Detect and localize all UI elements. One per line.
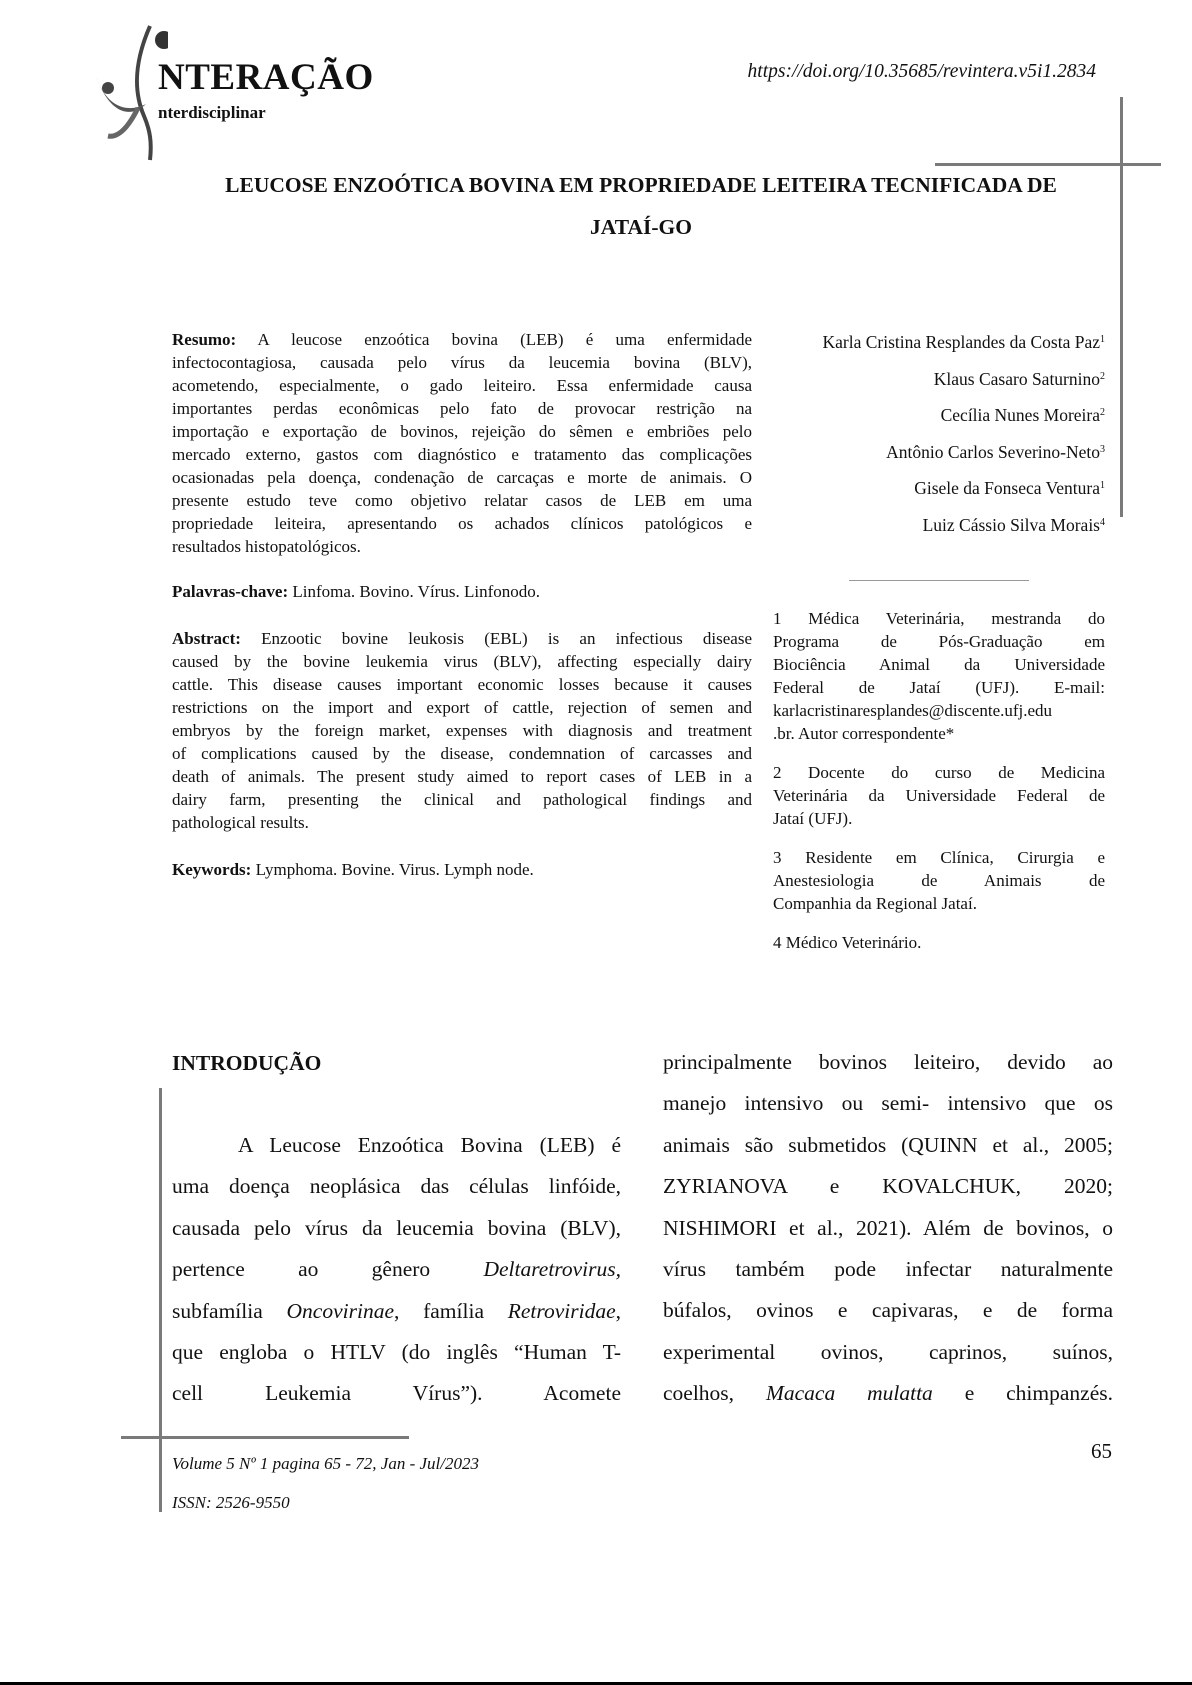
line-text: of complications caused by the disease, condemnation of carcasses and	[172, 744, 752, 763]
text-line	[172, 420, 752, 443]
decorative-rule-vertical-bottom	[159, 1088, 162, 1512]
line-text: infectocontagiosa, causada pelo vírus da leucemia bovina (BLV),	[172, 353, 752, 372]
footnote	[773, 846, 1105, 915]
body-text: Oncovirinae	[286, 1298, 394, 1323]
logo-figure-icon	[88, 18, 168, 163]
affiliation-marker: 2	[1100, 370, 1105, 382]
author-name-text: Cecília Nunes Moreira	[940, 405, 1100, 425]
article-title	[172, 164, 1110, 248]
affiliation-marker: 4	[1100, 516, 1105, 528]
author-name	[822, 469, 1105, 506]
body-text: coelhos,	[663, 1381, 766, 1406]
affiliation-marker: 2	[1100, 407, 1105, 418]
author-name	[822, 360, 1105, 397]
body-line	[663, 1166, 1113, 1207]
line-text: cattle. This disease causes important economic losses because it causes	[172, 675, 752, 694]
body-line	[172, 1249, 621, 1290]
author-name	[822, 396, 1105, 433]
body-line	[663, 1332, 1113, 1373]
line-text: dairy farm, presenting the clinical and pathological findings and	[172, 790, 752, 809]
body-text: A Leucose Enzoótica Bovina (LEB) é	[238, 1133, 621, 1157]
body-line	[663, 1083, 1113, 1124]
body-text: búfalos, ovinos e capivaras, e de forma	[663, 1298, 1113, 1323]
footnote-line: 4 Médico Veterinário.	[773, 933, 922, 952]
author-name	[822, 323, 1105, 360]
text-line	[172, 512, 752, 535]
line-text: Enzootic bovine leukosis (EBL) is an infectious disease	[261, 629, 752, 648]
section-heading-introducao: INTRODUÇÃO	[172, 1051, 322, 1075]
line-text: caused by the bovine leukemia virus (BLV), affecting especially dairy	[172, 652, 752, 671]
palavras-chave-label: Palavras-chave:	[172, 582, 289, 601]
line-text: ocasionadas pela doença, condenação de carcaças e morte de animais. O	[172, 468, 752, 487]
text-line	[172, 328, 752, 351]
body-text: pertence ao gênero	[172, 1257, 484, 1282]
text-line	[172, 696, 752, 719]
body-text: NISHIMORI et al., 2021). Além de bovinos, o	[663, 1215, 1113, 1240]
text-line	[172, 489, 752, 512]
footnote	[773, 607, 1105, 745]
footnote-line: 2 Docente do curso de Medicina	[773, 763, 1105, 782]
doi-link[interactable]: https://doi.org/10.35685/revintera.v5i1.2834	[747, 61, 1096, 82]
footnote-line: 3 Residente em Clínica, Cirurgia e	[773, 848, 1105, 867]
body-text: causada pelo vírus da leucemia bovina (BLV),	[172, 1215, 621, 1240]
author-name-text: Klaus Casaro Saturnino	[933, 368, 1100, 389]
title-line: JATAÍ-GO	[590, 215, 692, 239]
line-text: propriedade leiteira, apresentando os achados clínicos patológicos e	[172, 514, 752, 533]
line-text: A leucose enzoótica bovina (LEB) é uma enfermidade	[257, 330, 753, 349]
author-name-text: Luiz Cássio Silva Morais	[922, 514, 1100, 535]
body-line	[172, 1208, 621, 1249]
line-text: acometendo, especialmente, o gado leiteiro. Essa enfermidade causa	[172, 376, 752, 395]
affiliation-marker: 1	[1100, 334, 1105, 345]
text-line	[172, 374, 752, 397]
affiliation-marker: 1	[1100, 480, 1105, 491]
body-text: ZYRIANOVA e KOVALCHUK, 2020;	[663, 1174, 1113, 1199]
abstract-label: Abstract:	[172, 629, 241, 648]
body-line	[663, 1208, 1113, 1249]
page-number: 65	[1091, 1439, 1112, 1463]
line-text: embryos by the foreign market, expenses with diagnosis and treatment	[172, 721, 752, 740]
body-text: cell Leukemia Vírus”). Acomete	[172, 1381, 621, 1406]
author-name-text: Gisele da Fonseca Ventura	[914, 478, 1100, 498]
body-text: e chimpanzés.	[932, 1381, 1113, 1406]
body-line	[172, 1373, 621, 1414]
keywords-label: Keywords:	[172, 860, 252, 879]
footnote-line: karlacristinaresplandes@discente.ufj.edu	[773, 701, 1053, 720]
logo-title: NTERAÇÃO	[158, 57, 374, 98]
footnote	[773, 761, 1105, 830]
author-name	[822, 433, 1105, 470]
author-name-text: Karla Cristina Resplandes da Costa Paz	[822, 332, 1100, 352]
body-text: animais são submetidos (QUINN et al., 2005;	[663, 1132, 1113, 1157]
text-line	[172, 811, 752, 834]
author-name	[822, 506, 1105, 543]
text-line	[172, 351, 752, 374]
body-line	[172, 1332, 621, 1373]
intro-right-column	[663, 1042, 1113, 1415]
text-line	[172, 650, 752, 673]
decorative-rule-vertical-top	[1120, 97, 1123, 517]
body-text: que engloba o HTLV (do inglês “Human T-	[172, 1340, 621, 1365]
body-text: vírus também pode infectar naturalmente	[663, 1257, 1113, 1282]
body-text: uma doença neoplásica das células linfóide,	[172, 1174, 621, 1199]
footnote-line: Companhia da Regional Jataí.	[773, 894, 977, 913]
line-text: mercado externo, gastos com diagnóstico e tratamento das complicações	[172, 445, 752, 464]
line-text: restrictions on the import and export of cattle, rejection of semen and	[172, 698, 752, 717]
body-text: ,	[615, 1298, 621, 1323]
body-line	[663, 1373, 1113, 1414]
text-line	[172, 535, 752, 558]
text-line	[172, 719, 752, 742]
body-line	[172, 1166, 621, 1207]
footer-volume: Volume 5 Nº 1 pagina 65 - 72, Jan - Jul/2023	[172, 1454, 479, 1473]
affiliation-footnotes	[773, 607, 1105, 970]
footnote	[773, 931, 1105, 954]
title-line: LEUCOSE ENZOÓTICA BOVINA EM PROPRIEDADE LEITEIRA TECNIFICADA DE	[225, 173, 1057, 197]
text-line	[172, 627, 752, 650]
body-text: manejo intensivo ou semi- intensivo que os	[663, 1091, 1113, 1116]
text-line	[172, 673, 752, 696]
footnote-line: Jataí (UFJ).	[773, 809, 853, 828]
footnote-line: Anestesiologia de Animais de	[773, 871, 1105, 890]
line-text: presente estudo teve como objetivo relatar casos de LEB em uma	[172, 491, 752, 510]
footnote-line: .br. Autor correspondente*	[773, 724, 955, 743]
text-line	[172, 466, 752, 489]
line-text: death of animals. The present study aimed to report cases of LEB in a	[172, 767, 752, 786]
footnote-line: Programa de Pós-Graduação em	[773, 632, 1105, 651]
body-text: Deltaretrovirus,	[483, 1257, 621, 1282]
logo-subtitle: nterdisciplinar	[158, 103, 266, 122]
text-line	[172, 765, 752, 788]
body-line	[663, 1042, 1113, 1083]
body-line	[663, 1249, 1113, 1290]
body-line	[172, 1125, 621, 1166]
footnote-separator	[849, 580, 1029, 581]
body-text: Macaca mulatta	[765, 1381, 933, 1406]
body-text: Retroviridae	[507, 1298, 616, 1323]
text-line	[172, 788, 752, 811]
abstract-block	[172, 627, 752, 834]
line-text: resultados histopatológicos.	[172, 537, 361, 556]
line-text: importantes perdas econômicas pelo fato de provocar restrição na	[172, 399, 752, 418]
body-line	[663, 1125, 1113, 1166]
palavras-chave-text: Linfoma. Bovino. Vírus. Linfonodo.	[292, 582, 540, 601]
line-text: pathological results.	[172, 813, 309, 832]
resumo-block	[172, 328, 752, 558]
author-name-text: Antônio Carlos Severino-Neto	[886, 441, 1100, 462]
intro-left-column	[172, 1125, 621, 1415]
body-line	[663, 1290, 1113, 1331]
author-list	[822, 323, 1105, 542]
palavras-chave	[172, 580, 752, 603]
body-text: , família	[393, 1298, 508, 1323]
body-text: principalmente bovinos leiteiro, devido ao	[663, 1050, 1113, 1074]
body-text: experimental ovinos, caprinos, suínos,	[663, 1339, 1113, 1364]
resumo-label: Resumo:	[172, 330, 237, 349]
keywords-text: Lymphoma. Bovine. Virus. Lymph node.	[255, 860, 534, 879]
footnote-line: Federal de Jataí (UFJ). E-mail:	[773, 678, 1105, 697]
footnote-line: Biociência Animal da Universidade	[773, 655, 1105, 674]
footnote-line: Veterinária da Universidade Federal de	[773, 786, 1105, 805]
text-line	[172, 443, 752, 466]
line-text: importação e exportação de bovinos, rejeição do sêmen e embriões pelo	[172, 422, 752, 441]
affiliation-marker: 3	[1100, 443, 1105, 455]
text-line	[172, 397, 752, 420]
keywords	[172, 858, 752, 881]
body-line	[172, 1291, 621, 1332]
footer-issn: ISSN: 2526-9550	[172, 1493, 290, 1512]
text-line	[172, 742, 752, 765]
footnote-line: 1 Médica Veterinária, mestranda do	[773, 609, 1105, 628]
decorative-rule-horizontal-bottom	[121, 1436, 409, 1439]
body-text: subfamília	[172, 1298, 287, 1323]
